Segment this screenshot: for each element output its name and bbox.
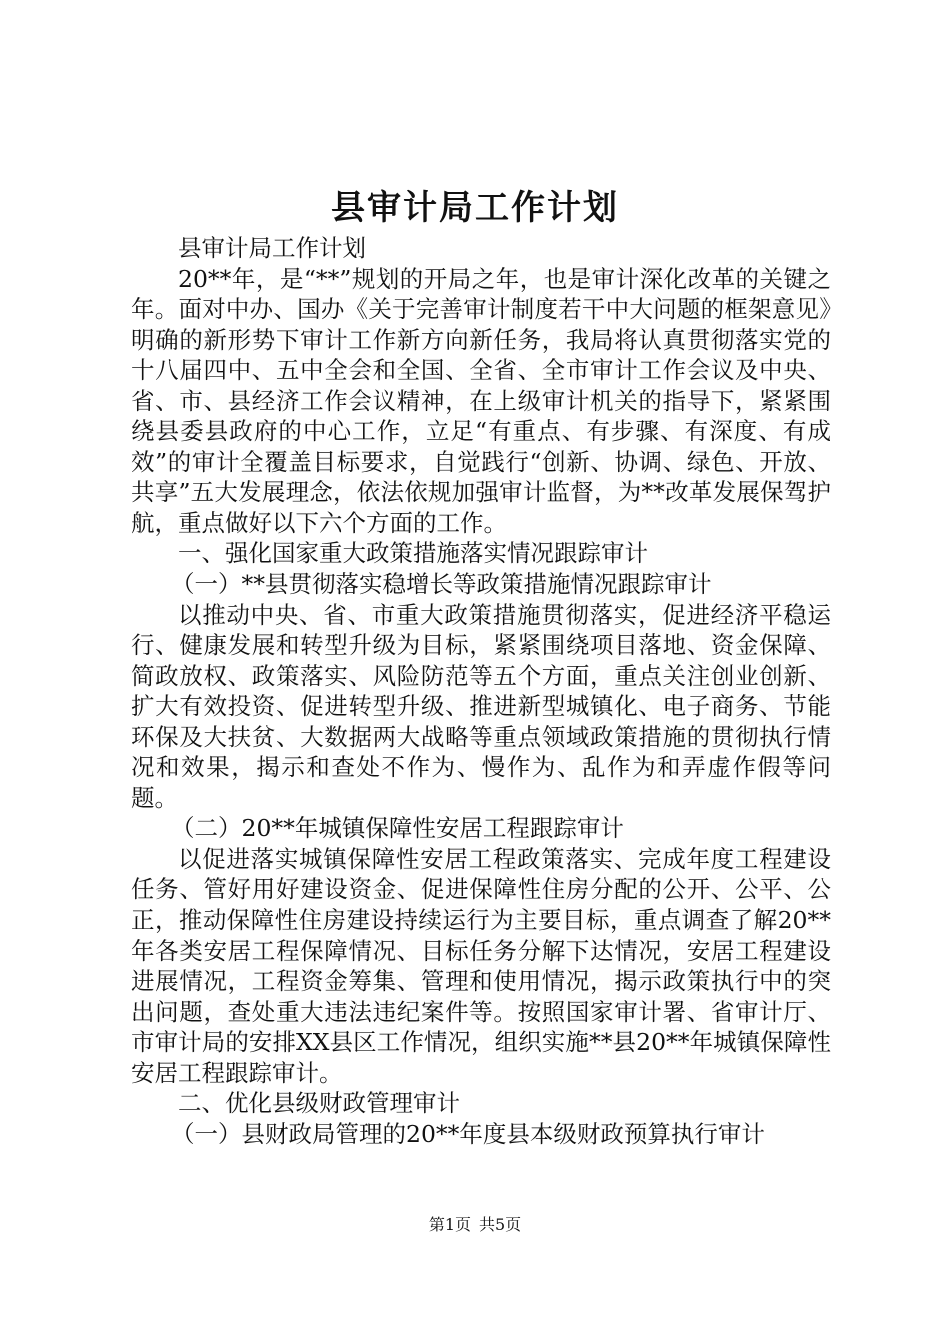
document-body [131, 233, 831, 1149]
heading-section-1-2: （二）20**年城镇保障性安居工程跟踪审计 [171, 814, 624, 843]
page-total: 共5页 [479, 1215, 522, 1234]
page-number: 第1页 [428, 1215, 471, 1234]
heading-section-1-1: （一）**县贯彻落实稳增长等政策措施情况跟踪审计 [171, 570, 712, 599]
heading-section-2-1: （一）县财政局管理的20**年度县本级财政预算执行审计 [171, 1119, 765, 1148]
paragraph-subtitle: 县审计局工作计划 [178, 234, 366, 262]
heading-section-2: 二、优化县级财政管理审计 [178, 1089, 460, 1118]
paragraph-intro: 20**年，是“**”规划的开局之年，也是审计深化改革的关键之年。面对中办、国办《关于完善审计制度若干中大问题的框架意见》明确的新形势下审计工作新方向新任务，我局将认真贯彻落实党的十八届四中、五中全会和全国、全省、全市审计工作会议及中央、省、市、县经济工作会议精神，在上级审计机关的指导下，紧紧围绕县委县政府的中心工作，立足“有重点、有步骤、有深度、有成效”的审计全覆盖目标要求，自觉践行“创新、协调、绿色、开放、共享”五大发展理念，依法依规加强审计监督，为**改革发展保驾护航，重点做好以下六个方面的工作。 [131, 264, 831, 537]
paragraph-section-1-2: 以促进落实城镇保障性安居工程政策落实、完成年度工程建设任务、管好用好建设资金、促进保障性住房分配的公开、公平、公正，推动保障性住房建设持续运行为主要目标，重点调查了解20**年各类安居工程保障情况、目标任务分解下达情况，安居工程建设进展情况，工程资金筹集、管理和使用情况，揭示政策执行中的突出问题，查处重大违法违纪案件等。按照国家审计署、省审计厅、市审计局的安排XX县区工作情况，组织实施**县20**年城镇保障性安居工程跟踪审计。 [131, 844, 831, 1087]
heading-section-1: 一、强化国家重大政策措施落实情况跟踪审计 [178, 539, 648, 568]
page-footer [0, 1215, 950, 1235]
document-title: 县审计局工作计划 [331, 188, 619, 228]
paragraph-section-1-1: 以推动中央、省、市重大政策措施贯彻落实，促进经济平稳运行、健康发展和转型升级为目标，紧紧围绕项目落地、资金保障、简政放权、政策落实、风险防范等五个方面，重点关注创业创新、扩大有效投资、促进转型升级、推进新型城镇化、电子商务、节能环保及大扶贫、大数据两大战略等重点领域政策措施的贯彻执行情况和效果，揭示和查处不作为、慢作为、乱作为和弄虚作假等问题。 [131, 600, 831, 812]
